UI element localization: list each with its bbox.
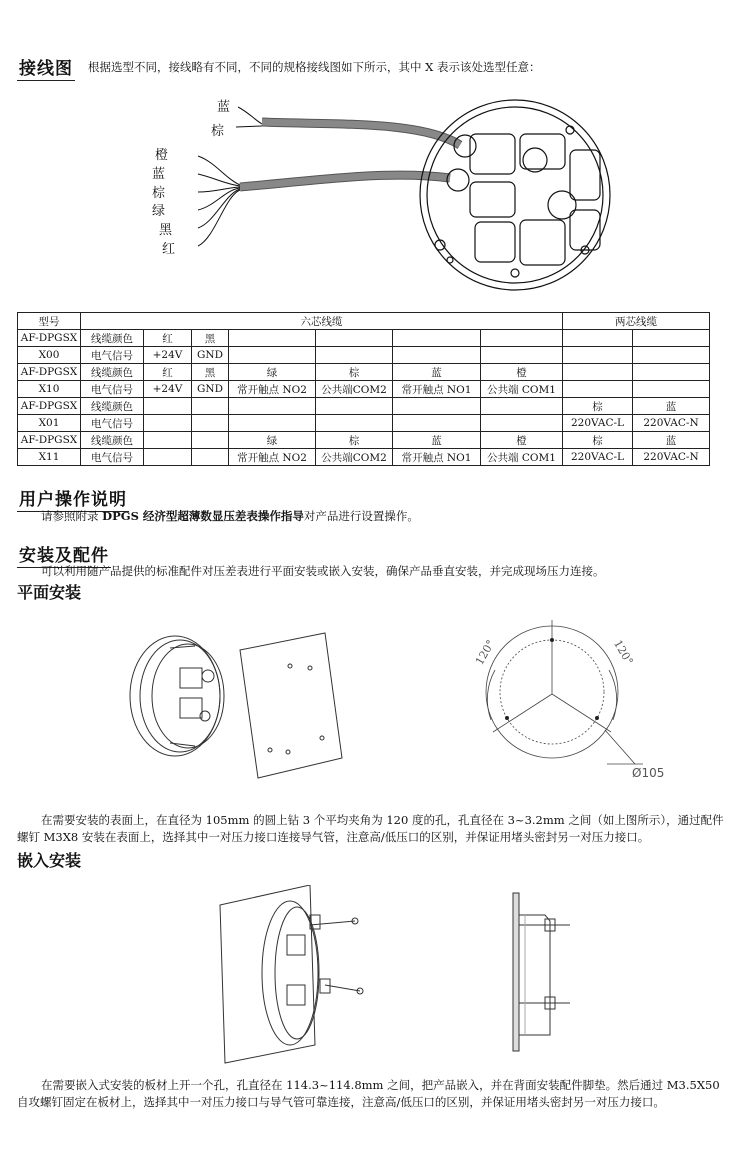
table-cell: AF-DPGSX xyxy=(18,330,81,347)
table-cell xyxy=(481,330,563,347)
table-row xyxy=(18,398,710,415)
header-six-core: 六芯线缆 xyxy=(81,313,563,330)
table-cell xyxy=(563,330,633,347)
table-cell: 黑 xyxy=(192,364,229,381)
wire-label-red: 红 xyxy=(162,242,176,257)
table-cell: 公共端COM2 xyxy=(316,381,393,398)
embed-side-view-drawing xyxy=(495,885,575,1060)
hole-pattern-drawing xyxy=(465,612,645,782)
user-ops-text-pre: 请参照附录 xyxy=(41,509,103,523)
wire-label-brown: 棕 xyxy=(211,124,225,139)
table-cell xyxy=(481,415,563,432)
wiring-intro: 根据选型不同，接线略有不同，不同的规格接线图如下所示，其中 X 表示该处选型任意： xyxy=(88,60,541,74)
wire-label-blue-2: 蓝 xyxy=(152,167,166,182)
header-two-core: 两芯线缆 xyxy=(563,313,710,330)
hole-top xyxy=(550,638,554,642)
table-cell: GND xyxy=(192,381,229,398)
table-cell xyxy=(633,330,710,347)
table-cell: 常开触点 NO1 xyxy=(393,449,481,466)
table-cell: +24V xyxy=(144,381,192,398)
table-cell: X00 xyxy=(18,347,81,364)
table-cell: X10 xyxy=(18,381,81,398)
table-cell: 电气信号 xyxy=(81,347,144,364)
table-row xyxy=(18,330,710,347)
table-cell xyxy=(316,398,393,415)
table-cell: AF-DPGSX xyxy=(18,364,81,381)
table-cell xyxy=(316,415,393,432)
table-cell: 线缆颜色 xyxy=(81,398,144,415)
table-cell: 蓝 xyxy=(633,398,710,415)
table-cell: 橙 xyxy=(481,432,563,449)
table-cell: 棕 xyxy=(316,432,393,449)
embed-install-text: 在需要嵌入式安装的板材上开一个孔，孔直径在 114.3~114.8mm 之间，把产品嵌入，并在背面安装配件脚垫。然后通过 M3.5X50 自攻螺钉固定在板材上，选择其中一对压力接口与导气管可靠连接，注意高/低压口的区别，并保证用堵头密封另一对压力接口。 xyxy=(17,1078,720,1109)
table-cell: AF-DPGSX xyxy=(18,432,81,449)
table-cell xyxy=(481,398,563,415)
table-cell: 蓝 xyxy=(633,432,710,449)
table-cell xyxy=(229,330,316,347)
wire-label-black: 黑 xyxy=(159,223,173,238)
table-cell: 常开触点 NO1 xyxy=(393,381,481,398)
table-cell xyxy=(393,330,481,347)
table-cell xyxy=(229,347,316,364)
table-row xyxy=(18,381,710,398)
table-cell: X01 xyxy=(18,415,81,432)
table-cell: 橙 xyxy=(481,364,563,381)
header-model: 型号 xyxy=(18,313,81,330)
flat-install-title: 平面安装 xyxy=(17,583,82,602)
wiring-title: 接线图 xyxy=(17,54,75,81)
table-cell: AF-DPGSX xyxy=(18,398,81,415)
table-row xyxy=(18,432,710,449)
table-cell xyxy=(563,347,633,364)
table-cell: 220VAC-L xyxy=(563,415,633,432)
user-ops-title: 用户操作说明 xyxy=(17,485,129,512)
table-cell xyxy=(633,347,710,364)
user-ops-guide-name: DPGS 经济型超薄数显压差表操作指导 xyxy=(102,509,304,523)
table-cell xyxy=(192,398,229,415)
table-cell: 220VAC-L xyxy=(563,449,633,466)
table-cell xyxy=(393,347,481,364)
install-intro: 可以利用随产品提供的标准配件对压差表进行平面安装或嵌入安装，确保产品垂直安装，并完成现场压力连接。 xyxy=(41,564,605,578)
spec-table xyxy=(17,312,710,466)
table-cell xyxy=(144,398,192,415)
angle-label-right: 120° xyxy=(610,637,636,668)
hole-left xyxy=(505,716,509,720)
table-cell: 公共端 COM1 xyxy=(481,449,563,466)
table-cell xyxy=(563,381,633,398)
table-cell xyxy=(633,381,710,398)
table-header-row xyxy=(18,313,710,330)
table-cell xyxy=(144,415,192,432)
table-cell: 红 xyxy=(144,364,192,381)
table-cell: 公共端 COM1 xyxy=(481,381,563,398)
table-cell: 蓝 xyxy=(393,432,481,449)
flat-install-text: 在需要安装的表面上，在直径为 105mm 的圆上钻 3 个平均夹角为 120 度的孔，孔直径在 3~3.2mm 之间（如上图所示），通过配件螺钉 M3X8 安装在表面上，选择其中一对压力接口连接导气管，注意高/低压口的区别，并保证用堵头密封另一对压力接口。 xyxy=(17,813,724,844)
wire-label-brown-2: 棕 xyxy=(152,186,166,201)
table-cell: 棕 xyxy=(316,364,393,381)
table-cell xyxy=(393,415,481,432)
table-cell xyxy=(393,398,481,415)
table-cell xyxy=(144,449,192,466)
table-cell xyxy=(316,330,393,347)
table-cell: 电气信号 xyxy=(81,449,144,466)
table-cell: +24V xyxy=(144,347,192,364)
table-cell: 蓝 xyxy=(393,364,481,381)
table-cell: 红 xyxy=(144,330,192,347)
table-cell: 线缆颜色 xyxy=(81,364,144,381)
table-cell: GND xyxy=(192,347,229,364)
table-cell: 常开触点 NO2 xyxy=(229,381,316,398)
angle-label-left: 120° xyxy=(472,637,498,668)
table-cell xyxy=(192,432,229,449)
diameter-label: Ø105 xyxy=(632,766,665,780)
table-cell: 绿 xyxy=(229,364,316,381)
table-cell: 黑 xyxy=(192,330,229,347)
user-ops-text-post: 对产品进行设置操作。 xyxy=(303,509,419,523)
table-cell: 220VAC-N xyxy=(633,415,710,432)
table-cell xyxy=(229,398,316,415)
table-cell: 电气信号 xyxy=(81,381,144,398)
table-cell xyxy=(563,364,633,381)
table-cell xyxy=(192,415,229,432)
embed-install-title: 嵌入安装 xyxy=(17,851,82,870)
table-cell: 绿 xyxy=(229,432,316,449)
user-ops-text xyxy=(41,508,419,525)
table-cell: 棕 xyxy=(563,432,633,449)
hole-right xyxy=(595,716,599,720)
table-cell: X11 xyxy=(18,449,81,466)
wire-label-blue: 蓝 xyxy=(217,100,231,115)
wire-label-orange: 橙 xyxy=(155,148,169,163)
table-cell xyxy=(481,347,563,364)
wiring-diagram xyxy=(170,90,630,300)
table-cell: 棕 xyxy=(563,398,633,415)
table-row xyxy=(18,364,710,381)
table-cell: 线缆颜色 xyxy=(81,330,144,347)
table-cell xyxy=(144,432,192,449)
table-cell: 220VAC-N xyxy=(633,449,710,466)
table-cell: 常开触点 NO2 xyxy=(229,449,316,466)
install-title: 安装及配件 xyxy=(17,541,111,568)
table-cell xyxy=(192,449,229,466)
table-cell xyxy=(316,347,393,364)
table-row xyxy=(18,415,710,432)
table-cell: 线缆颜色 xyxy=(81,432,144,449)
flat-install-drawing xyxy=(120,628,350,783)
wire-label-green: 绿 xyxy=(152,204,166,219)
table-cell xyxy=(229,415,316,432)
table-cell: 公共端COM2 xyxy=(316,449,393,466)
embed-install-drawing xyxy=(215,885,365,1065)
table-row xyxy=(18,347,710,364)
table-row xyxy=(18,449,710,466)
table-cell: 电气信号 xyxy=(81,415,144,432)
table-cell xyxy=(633,364,710,381)
